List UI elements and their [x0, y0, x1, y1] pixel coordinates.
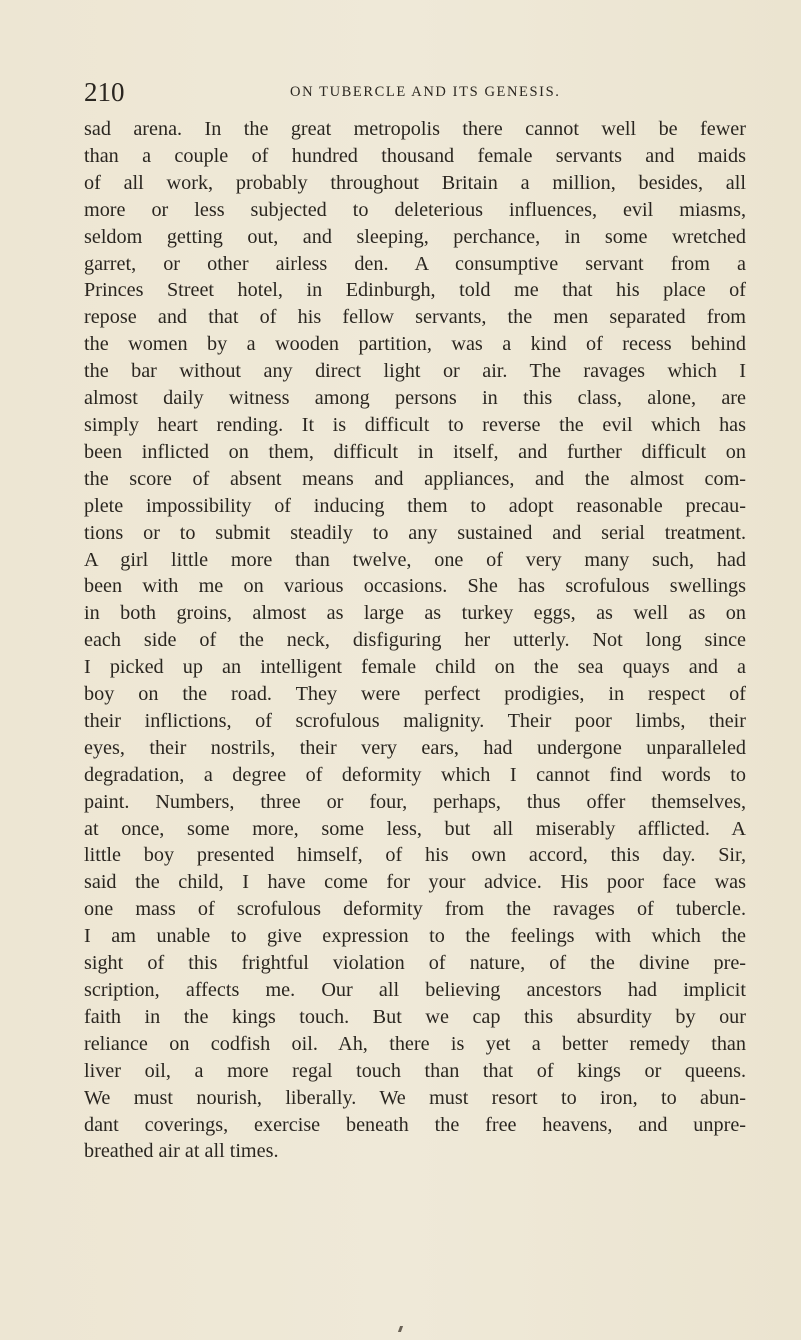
text-line: more or less subjected to deleterious influences, evil miasms,: [84, 198, 746, 221]
print-mark: [398, 1326, 403, 1332]
text-line: at once, some more, some less, but all miserably afflicted. A: [84, 817, 746, 840]
text-line: liver oil, a more regal touch than that of kings or queens.: [84, 1059, 746, 1082]
text-line: than a couple of hundred thousand female servants and maids: [84, 144, 746, 167]
text-line: boy on the road. They were perfect prodigies, in respect of: [84, 683, 746, 706]
text-line: We must nourish, liberally. We must resort to iron, to abun-: [84, 1086, 746, 1109]
text-line: in both groins, almost as large as turkey eggs, as well as on: [84, 602, 746, 625]
text-line: Princes Street hotel, in Edinburgh, told me that his place of: [84, 279, 746, 302]
text-line: plete impossibility of inducing them to adopt reasonable precau-: [84, 494, 746, 517]
text-line: I am unable to give expression to the feelings with which the: [84, 925, 746, 948]
text-line: their inflictions, of scrofulous malignity. Their poor limbs, their: [84, 709, 746, 732]
body-text: [84, 116, 746, 1165]
page-header: [84, 76, 744, 108]
text-line: tions or to submit steadily to any sustained and serial treatment.: [84, 521, 746, 544]
text-line: A girl little more than twelve, one of very many such, had: [84, 548, 746, 571]
text-line: reliance on codfish oil. Ah, there is yet a better remedy than: [84, 1032, 746, 1055]
text-line: almost daily witness among persons in this class, alone, are: [84, 387, 746, 410]
text-line: said the child, I have come for your advice. His poor face was: [84, 871, 746, 894]
text-line: breathed air at all times.: [84, 1140, 279, 1163]
text-line: each side of the neck, disfiguring her utterly. Not long since: [84, 629, 746, 652]
text-line: the women by a wooden partition, was a kind of recess behind: [84, 333, 746, 356]
text-line: scription, affects me. Our all believing ancestors had implicit: [84, 979, 746, 1001]
text-line: simply heart rending. It is difficult to reverse the evil which has: [84, 413, 746, 436]
text-line: degradation, a degree of deformity which I cannot find words to: [84, 763, 746, 786]
running-head: ON TUBERCLE AND ITS GENESIS.: [290, 84, 561, 100]
text-line: been inflicted on them, difficult in itself, and further difficult on: [84, 440, 746, 463]
text-line: faith in the kings touch. But we cap this absurdity by our: [84, 1005, 746, 1028]
text-line: repose and that of his fellow servants, the men separated from: [84, 306, 746, 329]
text-line: I picked up an intelligent female child on the sea quays and a: [84, 656, 746, 679]
text-line: garret, or other airless den. A consumptive servant from a: [84, 252, 746, 275]
text-line: paint. Numbers, three or four, perhaps, thus offer themselves,: [84, 790, 746, 813]
text-line: been with me on various occasions. She has scrofulous swellings: [84, 575, 746, 598]
text-line: dant coverings, exercise beneath the free heavens, and unpre-: [84, 1113, 746, 1136]
text-line: little boy presented himself, of his own accord, this day. Sir,: [84, 844, 746, 867]
text-line: seldom getting out, and sleeping, perchance, in some wretched: [84, 225, 746, 248]
text-line: one mass of scrofulous deformity from the ravages of tubercle.: [84, 898, 746, 921]
text-line: the bar without any direct light or air. The ravages which I: [84, 360, 746, 383]
text-line: sight of this frightful violation of nature, of the divine pre-: [84, 952, 746, 975]
text-line: the score of absent means and appliances, and the almost com-: [84, 467, 746, 490]
text-line: of all work, probably throughout Britain a million, besides, all: [84, 171, 746, 194]
text-line: sad arena. In the great metropolis there cannot well be fewer: [84, 118, 746, 140]
page-number: 210: [84, 77, 125, 107]
text-line: eyes, their nostrils, their very ears, had undergone unparalleled: [84, 736, 746, 759]
